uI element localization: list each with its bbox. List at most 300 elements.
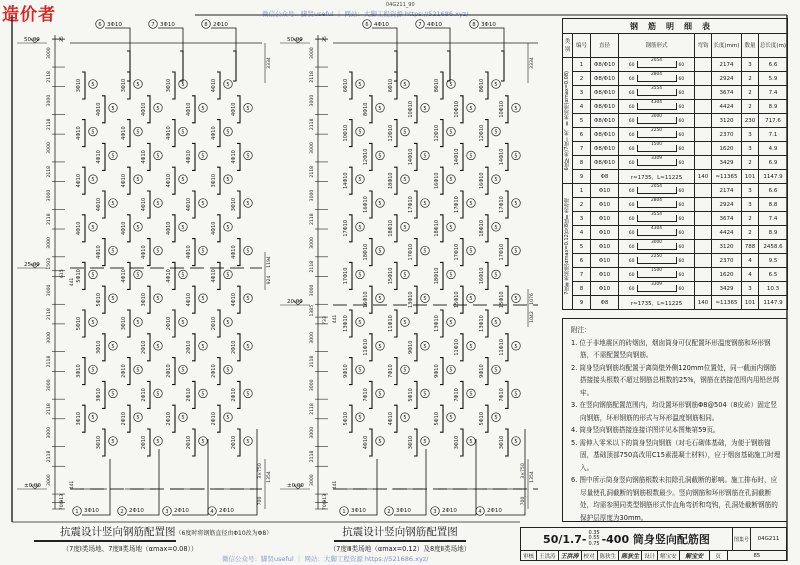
table-row: [563, 282, 788, 296]
cell-diameter: Φ10: [591, 282, 619, 296]
cell-quantity: 3: [742, 184, 759, 198]
rebar-5-bar: [414, 239, 417, 266]
cell-shape: [619, 128, 695, 142]
cell-total-length: 6.5: [759, 268, 788, 282]
right-dimension-label: 1042: [530, 311, 535, 323]
rebar-5-bar: [147, 191, 150, 218]
rebar-5-bar: [460, 96, 463, 123]
drawing-left: [17, 20, 272, 516]
rebar-5-bar: [147, 286, 150, 313]
bar-shape-icon: [637, 282, 677, 292]
right-dimension-label: 1354: [530, 471, 535, 483]
rebar-5-bar: [147, 381, 150, 408]
cell-length: 3429: [712, 282, 742, 296]
table-row: [563, 212, 788, 226]
rebar-5-label: 2Φ10: [211, 411, 217, 426]
note-item: 4. 筒身竖向钢筋搭接连接详图详见本图集第59页。: [571, 426, 720, 434]
mark-number: 5: [494, 82, 498, 88]
mark-number: 5: [156, 153, 160, 160]
rebar-5-label: 4Φ10: [166, 126, 172, 140]
dimension-label: 3000: [47, 237, 52, 249]
cell-quantity: 230: [742, 114, 759, 128]
rebar-5-label: 7Φ10: [388, 364, 394, 378]
rebar-5-bar: [369, 286, 372, 313]
cell-no: 5: [573, 114, 591, 128]
dimension-label: 2118: [310, 71, 315, 83]
rebar-5-bar: [349, 310, 352, 337]
rebar-5-bar: [82, 215, 85, 242]
checker-signature: 陈狄生: [619, 550, 642, 561]
rebar-5-label: 14Φ10: [499, 148, 505, 166]
rebar-5-label: 3Φ10: [121, 78, 127, 93]
mark-number: 5: [378, 105, 382, 112]
reviewer-signature: 王洪涛: [559, 550, 582, 561]
rebar-5-label: 3Φ10: [499, 435, 505, 450]
mark-number: 5: [449, 82, 453, 88]
mark-number: 5: [403, 367, 407, 374]
rebar-5-label: 11Φ10: [499, 338, 505, 356]
caption-left-subtitle: （7度Ⅰ类场地、7度Ⅱ类场地（αmax=0.08））: [62, 545, 198, 553]
caption-left-note: （6度时将钢筋直径由Φ10改为Φ8）: [175, 530, 273, 537]
hook-length: 60: [678, 119, 685, 124]
rebar-5-bar: [147, 334, 150, 361]
rebar-5-label: 3Φ10: [211, 173, 217, 188]
rebar-5-label: 4Φ10: [186, 197, 192, 212]
rebar-5-label: 17Φ10: [343, 219, 349, 237]
table-row: [563, 184, 788, 198]
dimension-label: 3000: [310, 189, 315, 202]
note-item: 2. 筒身竖向钢筋均配置于离筒壁外侧120mm位置处，同一截面内钢筋搭接接头根数不超过钢筋总根数的25%，钢筋在搭接范围内用铅丝绑牢。: [571, 363, 780, 397]
rebar-5-bar: [485, 72, 488, 99]
dimension-label: 25: [60, 36, 65, 43]
cell-shape: r≈1735，L≈11225: [619, 170, 695, 184]
title-prefix: 50/1.7-: [543, 532, 587, 546]
rebar-5-label: 4Φ10: [166, 173, 172, 188]
rebar-5-label: 17Φ10: [454, 243, 460, 261]
column-header: 数量: [742, 34, 759, 58]
rebar-5-bar: [414, 143, 417, 170]
cell-diameter: Φ8/Φ10: [591, 58, 619, 72]
bottom-bar-label: 2Φ10: [219, 508, 234, 514]
dimension-label: 3000: [310, 331, 315, 344]
drawing-title: [521, 528, 733, 550]
rebar-5-label: 16Φ10: [363, 291, 369, 309]
rebar-5-label: 10Φ10: [454, 100, 460, 118]
rebar-5-bar: [127, 120, 130, 147]
cell-total-length: 7.4: [759, 212, 788, 226]
mark-number: 5: [156, 201, 160, 207]
rebar-5-bar: [217, 262, 220, 289]
rebar-5-bar: [192, 429, 195, 456]
atlas-label: 图集号: [733, 528, 751, 550]
hook-length: 60: [678, 161, 685, 166]
cell-no: 3: [573, 86, 591, 100]
caption-left-underline: [34, 540, 176, 542]
rebar-5-label: 15Φ10: [388, 267, 394, 285]
cell-hook: [695, 100, 712, 114]
mark-number: 5: [423, 201, 427, 207]
mark-number: 5: [449, 272, 453, 279]
rebar-5-bar: [192, 96, 195, 123]
rebar-5-label: 4Φ10: [231, 150, 237, 164]
caption-right: [300, 524, 500, 539]
elevation-label: ±0.00: [287, 483, 304, 489]
cell-no: 8: [573, 282, 591, 296]
rebar-5-label: 17Φ10: [343, 267, 349, 285]
rebar-5-label: 16Φ10: [479, 267, 485, 285]
cell-shape: [619, 142, 695, 156]
cell-quantity: 4: [742, 268, 759, 282]
rebar-5-bar: [172, 72, 175, 99]
bar-shape-icon: [637, 128, 677, 138]
cell-hook: [695, 128, 712, 142]
rebar-5-bar: [349, 167, 352, 194]
mark-number: 8: [204, 22, 208, 28]
mark-number: 5: [378, 439, 382, 445]
rebar-5-label: 2Φ10: [231, 340, 237, 355]
cell-quantity: 3: [742, 142, 759, 156]
rebar-5-bar: [102, 143, 105, 170]
rebar-5-label: 14Φ10: [343, 172, 349, 190]
dimension-label: 2118: [310, 165, 315, 178]
top-bar-label: 3Φ10: [160, 22, 175, 28]
hook-length: 60: [628, 147, 635, 152]
rebar-5-label: 11Φ10: [454, 338, 460, 356]
rebar-5-label: 7Φ10: [363, 388, 369, 402]
document-id: 04G211_90: [386, 2, 415, 8]
hook-length: 60: [678, 203, 685, 208]
rebar-5-bar: [192, 286, 195, 313]
top-bar: [233, 51, 236, 81]
table-header-row: [563, 34, 788, 58]
rebar-5-label: 18Φ10: [363, 243, 369, 261]
cell-shape: [619, 212, 695, 226]
mark-number: 5: [226, 129, 230, 136]
design-label: 设计: [642, 550, 658, 561]
bottom-bar-label: 2Φ10: [487, 508, 502, 514]
cell-no: 1: [573, 58, 591, 72]
mark-number: 5: [514, 343, 518, 350]
top-bar-label: 3Φ10: [481, 22, 496, 28]
mark-number: 5: [469, 343, 473, 350]
hook-length: 60: [678, 91, 685, 96]
mark-number: 5: [469, 296, 473, 303]
rebar-5-bar: [237, 429, 240, 456]
checker-name: 陈狄生: [598, 550, 620, 561]
cell-quantity: 4: [742, 254, 759, 268]
rebar-5-bar: [237, 239, 240, 266]
cell-no: 7: [573, 142, 591, 156]
rebar-5-bar: [394, 405, 397, 432]
rebar-5-bar: [172, 262, 175, 289]
mark-number: 2: [120, 509, 124, 515]
title-fraction: 0.35: [588, 529, 600, 536]
rebar-5-bar: [349, 358, 352, 385]
rebar-5-bar: [217, 215, 220, 242]
rebar-5-bar: [217, 358, 220, 385]
bottom-bar-label: 3Φ10: [396, 508, 411, 514]
rebar-5-label: 11Φ10: [388, 315, 394, 332]
cell-hook: 140: [695, 296, 712, 310]
table-row: [563, 128, 788, 142]
mark-number: 5: [156, 248, 160, 255]
cell-total-length: 9.5: [759, 254, 788, 268]
cell-length: 4424: [712, 226, 742, 240]
mark-number: 5: [403, 415, 407, 422]
bottom-bar-label: 3Φ10: [84, 508, 99, 514]
rebar-5-label: 4Φ10: [231, 102, 237, 117]
rebar-5-label: 4Φ10: [186, 102, 192, 117]
rebar-5-label: 10Φ10: [343, 124, 349, 142]
bar-shape-icon: [637, 268, 677, 278]
mark-number: 5: [156, 105, 160, 112]
splice-dimension: 441: [70, 277, 75, 287]
rebar-5-label: 2Φ10: [211, 364, 217, 378]
mark-number: 5: [358, 224, 362, 231]
rebar-5-label: 3Φ10: [76, 78, 82, 93]
rebar-5-label: 18Φ10: [434, 219, 440, 237]
bar-shape-icon: [637, 240, 677, 250]
mark-number: 5: [378, 153, 382, 160]
mark-number: 3: [433, 509, 437, 515]
mark-number: 5: [358, 367, 362, 374]
dimension-label: 1503: [47, 257, 52, 270]
rebar-5-bar: [147, 143, 150, 170]
rebar-5-label: 4Φ10: [96, 102, 102, 117]
rebar-5-label: 4Φ10: [121, 173, 127, 188]
mark-number: 1: [342, 509, 346, 515]
splice-dimension: 441: [333, 314, 338, 324]
cell-total-length: 6.6: [759, 58, 788, 72]
hook-length: 60: [628, 119, 635, 124]
rebar-5-label: 5Φ10: [408, 388, 414, 402]
mark-number: 5: [111, 105, 115, 112]
cell-shape: [619, 100, 695, 114]
dimension-label: 3000: [310, 142, 315, 154]
rebar-5-label: 4Φ10: [231, 292, 237, 307]
mark-number: 5: [136, 129, 140, 136]
rebar-5-bar: [217, 72, 220, 99]
mark-number: 5: [91, 177, 95, 184]
rebar-5-label: 3Φ10: [96, 340, 102, 355]
rebar-5-label: 4Φ10: [211, 126, 217, 140]
hook-length: 60: [628, 77, 635, 82]
rebar-5-bar: [505, 286, 508, 313]
cell-length: 4424: [712, 100, 742, 114]
rebar-5-bar: [192, 334, 195, 361]
rebar-5-label: 13Φ10: [343, 315, 349, 332]
rebar-5-label: 3Φ10: [121, 316, 127, 331]
shape-length: 1500: [651, 268, 662, 273]
cell-diameter: Φ10: [591, 198, 619, 212]
dimension-label: 913: [60, 493, 65, 503]
rebar-5-label: 2Φ10: [186, 388, 192, 402]
mark-number: 5: [358, 82, 362, 88]
title-suffix: -400 筒身竖向配筋图: [601, 533, 710, 546]
rebar-5-label: 4Φ10: [388, 411, 394, 426]
dimension-label: 700: [323, 501, 328, 511]
cell-total-length: 8.9: [759, 226, 788, 240]
rebar-5-bar: [349, 405, 352, 432]
rebar-5-bar: [217, 310, 220, 337]
rebar-5-label: 4Φ10: [211, 269, 217, 283]
mark-number: 5: [514, 201, 518, 207]
mark-number: 5: [423, 296, 427, 303]
rebar-5-label: 9Φ10: [434, 364, 440, 378]
rebar-5-bar: [82, 262, 85, 289]
bottom-bar-leader: [349, 459, 377, 515]
rebar-5-bar: [460, 143, 463, 170]
cell-hook: [695, 156, 712, 170]
mark-number: 5: [226, 320, 230, 326]
cell-length: 3674: [712, 212, 742, 226]
mark-number: 5: [226, 415, 230, 422]
bottom-bar-leader: [82, 459, 110, 515]
mark-number: 5: [378, 248, 382, 255]
category-cell: [563, 184, 573, 310]
top-bar-leader: [158, 28, 183, 79]
rebar-5-bar: [349, 120, 352, 147]
rebar-5-bar: [394, 358, 397, 385]
rebar-5-bar: [440, 72, 443, 99]
bar-shape-icon: [637, 72, 677, 82]
mark-number: 5: [91, 367, 95, 374]
notes-panel: [562, 318, 787, 522]
rebar-5-bar: [505, 334, 508, 361]
hook-length: 60: [678, 77, 685, 82]
top-bar: [394, 51, 397, 81]
rebar-5-label: 12Φ10: [363, 148, 369, 166]
mark-number: 5: [423, 248, 427, 255]
cell-hook: [695, 114, 712, 128]
notes-list: [571, 337, 781, 525]
rebar-5-label: 4Φ10: [186, 245, 192, 259]
cell-length: 2924: [712, 72, 742, 86]
rebar-5-bar: [147, 96, 150, 123]
mark-number: 5: [403, 82, 407, 88]
rebar-5-bar: [172, 120, 175, 147]
rebar-5-bar: [485, 167, 488, 194]
mark-number: 5: [201, 248, 205, 255]
cell-length: 2174: [712, 58, 742, 72]
rebar-5-label: 2Φ10: [211, 316, 217, 331]
rebar-5-label: 3Φ10: [96, 388, 102, 402]
table-title: 钢筋明细表: [563, 19, 788, 34]
caption-right-subtitle: （7度Ⅲ类场地（αmax=0.12）及8度Ⅱ类场地）: [329, 545, 471, 553]
rebar-5-label: 18Φ10: [479, 219, 485, 237]
rebar-5-bar: [485, 215, 488, 242]
dimension-label: 25: [323, 36, 328, 43]
rebar-5-bar: [102, 429, 105, 456]
shape-length: 2250: [651, 254, 662, 259]
dimension-label: 3000: [310, 379, 315, 392]
rebar-5-label: 2Φ10: [186, 340, 192, 355]
rebar-5-label: 17Φ10: [454, 196, 460, 213]
hook-length: 60: [678, 189, 685, 194]
dimension-label: 3000: [310, 426, 315, 439]
rebar-5-bar: [414, 429, 417, 456]
mark-number: 5: [423, 391, 427, 398]
top-bar-label: 3Φ10: [107, 22, 122, 28]
mark-number: 5: [246, 391, 250, 398]
rebar-5-label: 3Φ10: [96, 435, 102, 450]
rebar-5-bar: [440, 167, 443, 194]
rebar-5-bar: [172, 310, 175, 337]
title-fractions: [588, 531, 599, 548]
bar-shape-icon: [637, 142, 677, 152]
dimension-label: 3000: [47, 47, 52, 59]
bar-shape-icon: [637, 86, 677, 96]
cell-quantity: 3: [742, 282, 759, 296]
rebar-5-label: 6Φ10: [388, 78, 394, 93]
mark-number: 5: [111, 343, 115, 350]
shape-length: 2804: [651, 72, 662, 77]
mark-number: 1: [75, 509, 79, 515]
cell-quantity: 101: [742, 170, 759, 184]
rebar-5-bar: [369, 429, 372, 456]
cell-length: 3429: [712, 156, 742, 170]
mark-number: 5: [246, 296, 250, 303]
caption-left-title: 抗震设计竖向钢筋配置图: [60, 526, 176, 538]
table-row: [563, 100, 788, 114]
right-dimension-label: 700: [258, 496, 263, 506]
rebar-5-label: 2Φ10: [231, 388, 237, 402]
mark-number: 5: [111, 153, 115, 160]
mark-number: 5: [246, 105, 250, 112]
rebar-5-bar: [394, 120, 397, 147]
hook-length: 60: [628, 133, 635, 138]
rebar-5-bar: [440, 120, 443, 147]
review-label: 审核: [521, 550, 537, 561]
bar-shape-icon: [637, 184, 677, 194]
rebar-5-label: 15Φ10: [499, 291, 505, 309]
rebar-5-bar: [369, 381, 372, 408]
hook-length: 60: [628, 245, 635, 250]
cell-hook: [695, 198, 712, 212]
rebar-5-label: 5Φ10: [479, 411, 485, 426]
mark-number: 5: [201, 343, 205, 350]
cell-diameter: Φ8/Φ10: [591, 86, 619, 100]
mark-number: 5: [136, 272, 140, 279]
rebar-5-label: 4Φ10: [76, 173, 82, 188]
watermark-logo: 造价者: [2, 5, 56, 25]
dimension-label: 2118: [47, 355, 52, 368]
rebar-5-label: 2Φ10: [141, 435, 147, 450]
cell-diameter: Φ10: [591, 184, 619, 198]
rebar-5-bar: [217, 167, 220, 194]
notes-title: 附注：: [571, 326, 591, 334]
mark-number: 5: [494, 272, 498, 279]
cell-quantity: 788: [742, 240, 759, 254]
rebar-5-label: 4Φ10: [96, 245, 102, 259]
top-bar-leader: [105, 28, 130, 79]
rebar-5-label: 8Φ10: [479, 78, 485, 93]
rebar-5-label: 5Φ10: [76, 316, 82, 331]
category-cell: [563, 58, 573, 184]
mark-number: 5: [181, 415, 185, 422]
rebar-5-bar: [414, 381, 417, 408]
rebar-5-bar: [369, 239, 372, 266]
mark-number: 5: [423, 343, 427, 350]
cell-shape: [619, 198, 695, 212]
rebar-5-bar: [172, 167, 175, 194]
rebar-5-bar: [349, 262, 352, 289]
dimension-label: 2118: [310, 403, 315, 415]
mark-number: 5: [156, 391, 160, 398]
dimension-label: 2118: [47, 118, 52, 131]
mark-number: 5: [91, 320, 95, 326]
mark-number: 5: [156, 439, 160, 445]
